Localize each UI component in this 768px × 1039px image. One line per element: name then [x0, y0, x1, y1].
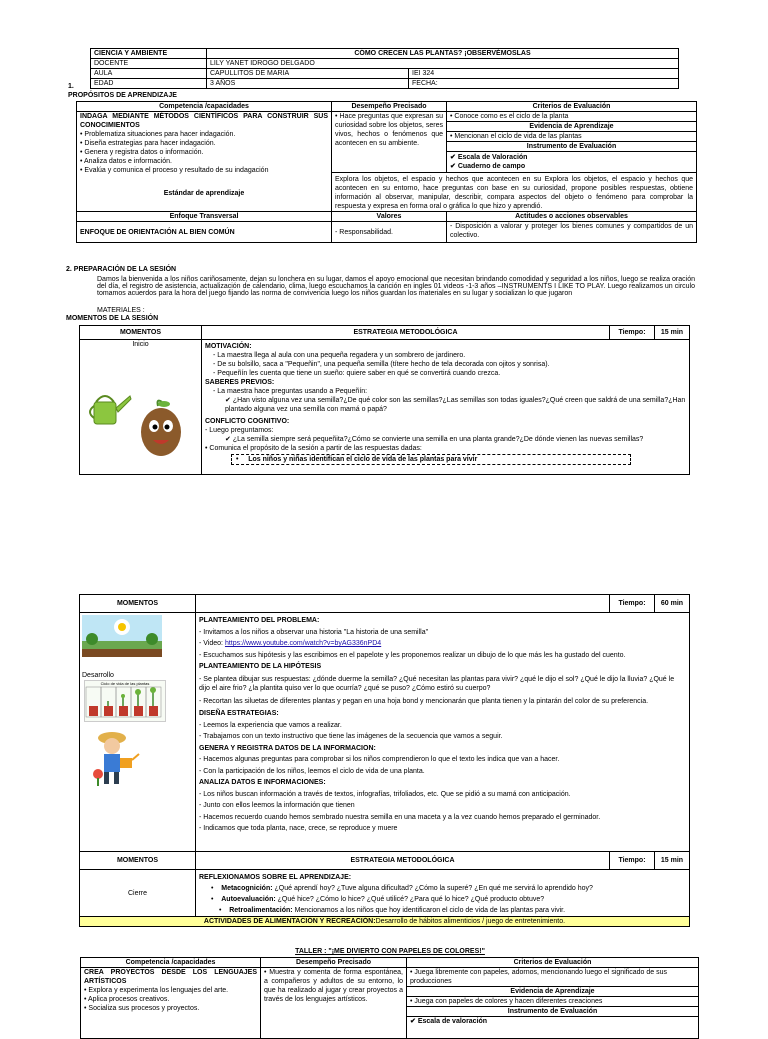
video-item [199, 638, 686, 650]
taller-evidencia-title: Evidencia de Aprendizaje [407, 987, 698, 997]
estandar-text: Explora los objetos, el espacio y hechos que acontecen en su Explora los objetos, el espacio y hechos que acontecen en su entorno, hace preguntas con base en su curiosidad, propone posibles respuestas, obtiene información al observar, manipular, describir, compara aspectos del objeto o fenómeno para comprobar la respuesta y expresa en forma oral o gráfica lo que hizo y aprendió. [332, 173, 697, 212]
list-item: • Evalúa y comunica el proceso y resultado de su indagación [80, 166, 328, 175]
enfoque-cell: ENFOQUE DE ORIENTACIÓN AL BIEN COMÚN [77, 222, 332, 243]
watering-can-icon [86, 390, 132, 430]
list-item: - Con la participación de los niños, leemos el ciclo de vida de una planta. [199, 766, 686, 778]
list-item: • Explora y experimenta los lenguajes del arte. [84, 986, 257, 995]
criterios-cell: • Conoce como es el ciclo de la planta Evidencia de Aprendizaje • Mencionan el ciclo de vida de las plantas Instrumento de Evaluación ✔ Escala de Valoración ✔ Cuaderno de campo [447, 112, 697, 173]
saberes-intro: - La maestra hace preguntas usando a Pequeñín: [213, 387, 686, 396]
fecha-value: FECHA: [409, 79, 679, 89]
taller-competencia-cell [81, 968, 261, 1039]
list-item: - Hacemos algunas preguntas para comprobar si los niños comprendieron lo que el texto les indica que van a hacer. [199, 754, 686, 766]
edad-label: EDAD [91, 79, 207, 89]
docente-value: LILY YANET IDROGO DELGADO [207, 59, 679, 69]
desarrollo-estrategia-cell [196, 613, 690, 852]
conflicto-questions: ✔ ¿La semilla siempre será pequeñita?¿Cómo se convierte una semilla en una planta grande?¿De dónde vienen las nuevas semillas? [225, 435, 686, 444]
cierre-estrategia-cell [196, 870, 690, 917]
auto-label: Autoevaluación: [221, 896, 276, 903]
col-momentos: MOMENTOS [80, 326, 202, 340]
estandar-label: Estándar de aprendizaje [163, 190, 245, 197]
hipotesis-title: PLANTEAMIENTO DE LA HIPÓTESIS [199, 663, 322, 670]
list-item: - La maestra llega al aula con una pequeña regadera y un sombrero de jardinero. [213, 351, 686, 360]
garden-image-icon [82, 615, 162, 657]
list-item: - Trabajamos con un texto instructivo que tiene las imágenes de la secuencia que vamos a seguir. [199, 731, 686, 743]
seed-character-icon [136, 398, 186, 458]
col-estrategia: ESTRATEGIA METODOLÓGICA [202, 326, 610, 340]
actividades-label: ACTIVIDADES DE ALIMENTACIÓN Y RECREACIÓN: [203, 918, 376, 925]
taller-instrumento-title: Instrumento de Evaluación [407, 1007, 698, 1017]
analiza-title: ANALIZA DATOS E INFORMACIONES: [199, 779, 326, 786]
metacognicion-item: • Metacognición: ¿Qué aprendí hoy? ¿Tuve alguna dificultad? ¿Cómo la superé? ¿En qué me servirá lo aprendido hoy? [211, 885, 593, 892]
taller-desempeno: • Muestra y comenta de forma espontánea, a compañeros y adultos de su entorno, lo que ha realizado al jugar y crear proyectos a través de los lenguajes artísticos. [264, 968, 403, 1004]
list-item: - Hacemos recuerdo cuando hemos sembrado nuestra semilla en una maceta y a la vez cuando hemos preparado el germinador. [199, 812, 686, 824]
list-item: • Aplica procesos creativos. [84, 995, 257, 1004]
col-actitudes: Actitudes o acciones observables [447, 212, 697, 222]
taller-table [80, 957, 699, 1039]
auto-text: ¿Qué hice? ¿Cómo lo hice? ¿Qué utilicé? ¿Para qué lo hice? ¿Qué producto obtuve? [275, 896, 545, 903]
momentos-title: MOMENTOS DE LA SESIÓN [66, 315, 159, 322]
section-number-1: 1. [68, 83, 74, 90]
col-desempeno: Desempeño Precisado [332, 102, 447, 112]
instrumentos-list [447, 152, 696, 172]
taller-instrumento: Escala de valoración [417, 1018, 488, 1025]
list-item: - Se plantea dibujar sus respuestas: ¿dónde duerme la semilla? ¿Qué necesitan las plantas para vivir? ¿qué le dijo el sol? ¿Qué le dijo la lluvia? ¿Qué le dijo el aire frio? ¿la plantita quiso ver lo que ocurría? ¿qué se puso? ¿Cómo estiró su cuerpo? [199, 675, 686, 694]
motivacion-title: MOTIVACIÓN: [205, 343, 252, 350]
saberes-questions: ✔ ¿Han visto alguna vez una semilla?¿De qué color son las semillas?¿Las semillas son todas iguales?¿Qué creen que saldrá de una semilla?¿Han plantado alguna vez una semilla con mamá o papá? [225, 396, 686, 414]
video-link[interactable]: https://www.youtube.com/watch?v=byAG336nPD4 [224, 640, 382, 647]
area-cell: CIENCIA Y AMBIENTE [91, 49, 207, 59]
col-valores: Valores [332, 212, 447, 222]
list-item: - Los niños buscan información a través de textos, infografías, trifoliados, etc. Que se pidió a su mamá con anticipación. [199, 789, 686, 801]
retro-label: Retroalimentación: [229, 907, 293, 914]
desarrollo-momento-cell [80, 613, 196, 852]
col-competencia: Competencia /capacidades [77, 102, 332, 112]
evidencia-text: Mencionan el ciclo de vida de las plantas [454, 133, 582, 140]
desarrollo-table [79, 594, 690, 927]
list-item: ✔ Cuaderno de campo [450, 162, 693, 171]
session-title: CÓMO CRECEN LAS PLANTAS? ¡OBSERVÉMOSLAS [207, 49, 679, 59]
iei-value: IEI 324 [409, 69, 679, 79]
proposito-intro: • Comunica el propósito de la sesión a partir de las respuestas dadas: [205, 444, 686, 453]
retro-text: Mencionamos a los niños que hoy identificaron el ciclo de vida de las plantas para vivir. [292, 907, 566, 914]
inicio-momento-cell [80, 340, 202, 475]
docente-label: DOCENTE [91, 59, 207, 69]
list-item: • Problematiza situaciones para hacer indagación. [80, 130, 328, 139]
preparation-text: Damos la bienvenida a los niños cariñosamente, dejan su lonchera en su lugar, damos el apoyo emocional que necesitan brindando comodidad y seguridad a los niños, luego se realiza oración del día, el registro de asistencia, actualización de calendario, clima, luego escuchamos la canción en ingles 01 videos -1-3 años –INSTRUMENTS I LIKE TO PLAY. Luego realizamos un circulo tomamos acuerdos para la hora del juego fijando las norma de convivencia luego los niños guardan los materiales en su lugar y socializan lo que jugaron [97, 276, 695, 297]
motivacion-list [205, 351, 686, 378]
col-estrategia: ESTRATEGIA METODOLÓGICA [196, 852, 610, 870]
taller-title: TALLER : "¡ME DIVIERTO CON PAPELES DE COLORES!" [295, 948, 485, 955]
list-item: • Analiza datos e información. [80, 157, 328, 166]
col-criterios: Criterios de Evaluación [407, 958, 699, 968]
col-momentos: MOMENTOS [80, 852, 196, 870]
girl-watering-icon [90, 728, 140, 786]
col-tiempo: Tiempo: [610, 852, 655, 870]
list-item: ✔ Escala de Valoración [450, 153, 693, 162]
taller-evidencia: Juega con papeles de colores y hacen diferentes creaciones [414, 998, 603, 1005]
meta-text: ¿Qué aprendí hoy? ¿Tuve alguna dificultad? ¿Cómo la superé? ¿En qué me servirá lo aprendido hoy? [272, 885, 593, 892]
tiempo-value: 60 min [655, 595, 690, 613]
list-item: - De su bolsillo, saca a "Pequeñin", una pequeña semilla (títere hecho de tela decorada con ojitos y sonrisa). [213, 360, 686, 369]
header-table [90, 48, 679, 89]
list-item: - Invitamos a los niños a observar una historia "La historia de una semilla" [199, 627, 686, 639]
plant-cycle-label: Ciclo de vida de las plantas [100, 681, 150, 686]
desempeno-cell [332, 112, 447, 173]
instrumento-title: Instrumento de Evaluación [447, 142, 696, 152]
taller-desempeno-cell [261, 968, 407, 1039]
desempeno-text: • Hace preguntas que expresan su curiosidad sobre los objetos, seres vivos, hechos o fenómenos que acontecen en su ambiente. [335, 112, 443, 148]
preparation-title: 2. PREPARACIÓN DE LA SESIÓN [66, 266, 177, 273]
list-item: - Recortan las siluetas de diferentes plantas y pegan en una hoja bond y mencionarán que planta tienen y la pintarán del color de su preferencia. [199, 697, 686, 707]
taller-competencia: CREA PROYECTOS DESDE LOS LENGUAJES ARTÍSTICOS [84, 969, 257, 985]
proposito-text: Los niños y niñas identifican el ciclo de vida de las plantas para vivir [248, 456, 478, 463]
criterio-text: Conoce como es el ciclo de la planta [454, 113, 569, 120]
plant-cycle-icon [85, 686, 163, 718]
edad-value: 3 AÑOS [207, 79, 409, 89]
list-item: • Socializa sus procesos y proyectos. [84, 1004, 257, 1013]
tiempo-value: 15 min [655, 852, 690, 870]
taller-criterios-cell: • Juega libremente con papeles, adornos, mencionando luego el significado de sus producciones Evidencia de Aprendizaje • Juega con papeles de colores y hacen diferentes creaciones Instrumento de Evaluación ✔ Escala de valoración [407, 968, 699, 1039]
col-criterios: Criterios de Evaluación [447, 102, 697, 112]
col-tiempo: Tiempo: [610, 326, 655, 340]
col-tiempo: Tiempo: [610, 595, 655, 613]
momento-label: Desarrollo [82, 672, 114, 679]
actividades-text: Desarrollo de hábitos alimenticios / juego de entretenimiento. [375, 918, 566, 925]
aula-label: AULA [91, 69, 207, 79]
list-item: - Escuchamos sus hipótesis y las escribimos en el papelote y les proponemos realizar un dibujo de lo que más les ha gustado del cuento. [199, 650, 686, 662]
col-momentos: MOMENTOS [80, 595, 196, 613]
actitud-cell: Disposición a valorar y proteger los bienes comunes y compartidos de un colectivo. [450, 223, 693, 239]
meta-label: Metacognición: [221, 885, 273, 892]
col-competencia: Competencia /capacidades [81, 958, 261, 968]
valor-cell: Responsabilidad. [339, 228, 393, 236]
tiempo-value: 15 min [655, 326, 690, 340]
list-item: - Pequeñín les cuenta que tiene un sueño: quiere saber en qué se convertirá cuando crezca. [213, 369, 686, 378]
reflex-title: REFLEXIONAMOS SOBRE EL APRENDIZAJE: [199, 874, 352, 881]
aula-value: CAPULLITOS DE MARIA [207, 69, 409, 79]
inicio-estrategia-cell [202, 340, 690, 475]
retro-item: • Retroalimentación: Mencionamos a los niños que hoy identificaron el ciclo de vida de las plantas para vivir. [219, 907, 566, 914]
conflicto-intro: - Luego preguntamos: [205, 426, 686, 435]
autoevaluacion-item: • Autoevaluación: ¿Qué hice? ¿Cómo lo hice? ¿Qué utilicé? ¿Para qué lo hice? ¿Qué producto obtuve? [211, 896, 545, 903]
saberes-title: SABERES PREVIOS: [205, 379, 275, 386]
list-item: • Diseña estrategias para hacer indagación. [80, 139, 328, 148]
plant-cycle-image [84, 680, 166, 722]
col-enfoque: Enfoque Transversal [77, 212, 332, 222]
materiales-label: MATERIALES : [97, 307, 145, 314]
list-item: - Indicamos que toda planta, nace, crece, se reproduce y muere [199, 823, 686, 835]
disena-title: DISEÑA ESTRATEGIAS: [199, 710, 279, 717]
genera-title: GENERA Y REGISTRA DATOS DE LA INFORMACION: [199, 744, 376, 752]
list-item: - Leemos la experiencia que vamos a realizar. [199, 720, 686, 732]
taller-criterio: Juega libremente con papeles, adornos, mencionando luego el significado de sus producciones [410, 969, 667, 985]
planteamiento-title: PLANTEAMIENTO DEL PROBLEMA: [199, 617, 320, 624]
col-desempeno: Desempeño Precisado [261, 958, 407, 968]
actividades-row [80, 917, 690, 927]
evidencia-title: Evidencia de Aprendizaje [447, 122, 696, 132]
capacidades-list [80, 130, 328, 175]
list-item: - Junto con ellos leemos la información que tienen [199, 800, 686, 812]
competencia-name: INDAGA MEDIANTE MÉTODOS CIENTÍFICOS PARA CONSTRUIR SUS CONOCIMIENTOS [80, 113, 328, 129]
momento-label: Inicio [132, 341, 149, 348]
proposito-box: • Los niños y niñas identifican el ciclo de vida de las plantas para vivir [231, 454, 631, 465]
inicio-table [79, 325, 690, 475]
cierre-momento-label: Cierre [80, 870, 196, 917]
video-label: Video: [203, 640, 225, 647]
purposes-title: PROPÓSITOS DE APRENDIZAJE [68, 92, 177, 99]
purposes-table: Competencia /capacidades Desempeño Precisado Criterios de Evaluación INDAGA MEDIANTE MÉTODOS CIENTÍFICOS PARA CONSTRUIR SUS CONOCIMIENTOS • Problematiza situaciones para hacer indagación. • Diseña estrategias para hacer indagación. • Genera y registra datos o información. • Analiza datos e información. • Evalúa y comunica el proceso y resultado de su indagación Estándar de aprendizaje • Hace preguntas que expresan su curiosidad sobre los objetos, seres vivos, hechos o fenómenos que acontecen en su ambiente. • Conoce como es el ciclo de la planta Evidencia de Aprendizaje • Mencionan el ciclo de vida de las plantas Instrumento de Evaluación ✔ Escala de Valoración ✔ Cuaderno de campo Explora los objetos, el espacio y hechos que acontecen en su Explora los objetos, el espacio y hechos que acontecen en su entorno, hace preguntas con base en su curiosidad, propone posibles respuestas, obtiene información al observar, manipular, describir, compara aspectos del objeto o fenómeno para comprobar la respuesta y expresa en forma oral o gráfica lo que hizo y aprendió. Enfoque Transversal Valores Actitudes o acciones observables ENFOQUE DE ORIENTACIÓN AL BIEN COMÚN - Responsabilidad. - Disposición a valorar y proteger los bienes comunes y compartidos de un colectivo. [76, 101, 697, 243]
list-item: • Genera y registra datos o información. [80, 148, 328, 157]
conflicto-title: CONFLICTO COGNITIVO: [205, 418, 290, 425]
taller-capacidades-list [84, 986, 257, 1013]
competencia-cell [77, 112, 332, 212]
